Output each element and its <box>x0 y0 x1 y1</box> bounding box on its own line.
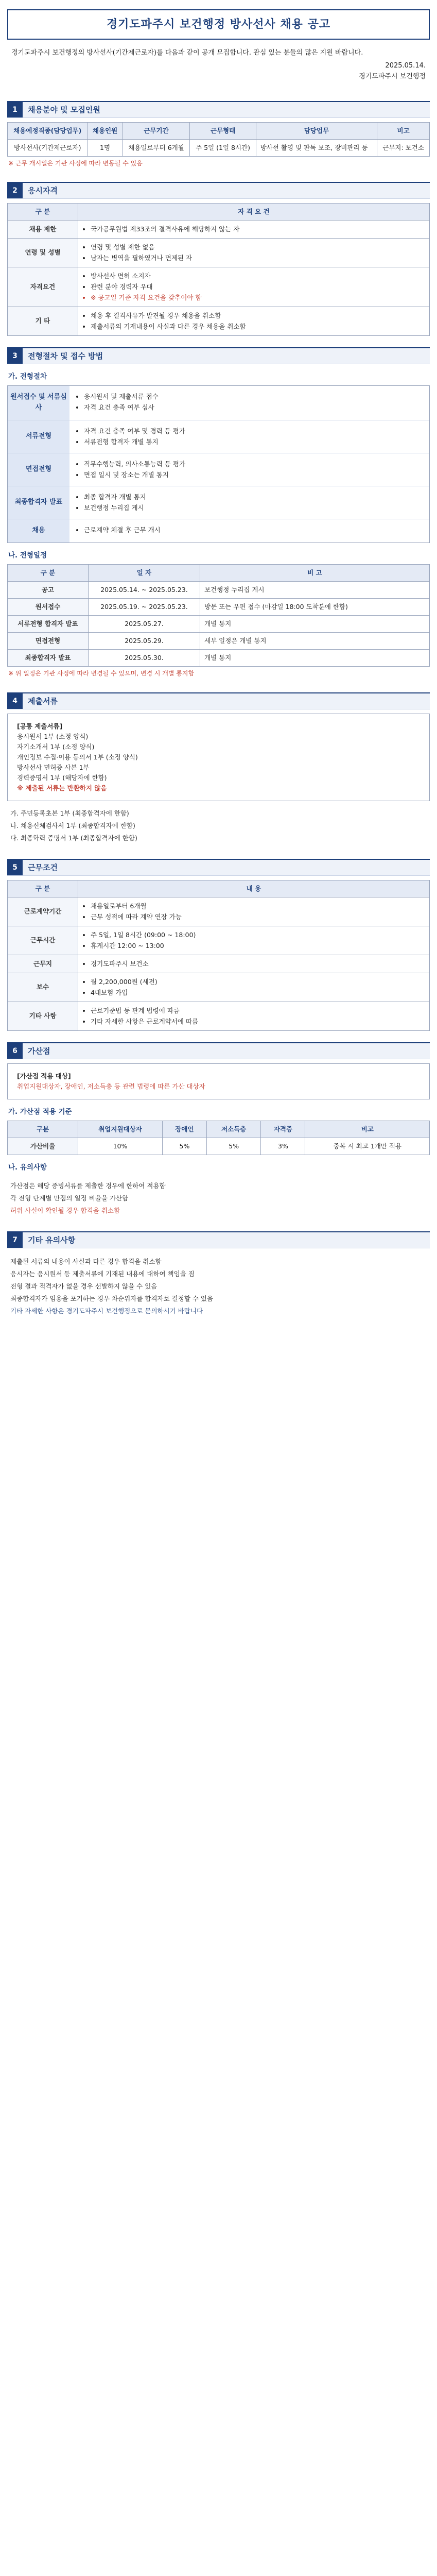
row-label: 원서접수 <box>8 599 89 616</box>
notice-org: 경기도파주시 보건행정 <box>359 72 426 80</box>
list-item: 다. 최종학력 증명서 1부 (최종합격자에 한함) <box>10 834 137 842</box>
list-item: • 근로기준법 등 관계 법령에 따름 <box>91 1006 425 1016</box>
list-item: • 국가공무원법 제33조의 결격사유에 해당하지 않는 자 <box>91 224 425 234</box>
flow-step <box>8 386 429 420</box>
subsection-title: 가. 가산점 적용 기준 <box>8 1107 72 1116</box>
table-header: 담당업무 <box>256 122 377 139</box>
conditions-table <box>7 880 430 1031</box>
table-row <box>8 633 430 650</box>
list-item: • 면접 일시 및 장소는 개별 통지 <box>84 470 423 480</box>
table-header: 채용인원 <box>88 122 123 139</box>
flow-step-label: 서류전형 <box>8 420 69 453</box>
table-row <box>8 582 430 599</box>
list-item: 기타 자세한 사항은 경기도파주시 보건행정으로 문의하시기 바랍니다 <box>10 1307 203 1315</box>
row-label: 공고 <box>8 582 89 599</box>
flow-step-label: 원서접수 및 서류심사 <box>8 386 69 420</box>
table-header: 일 자 <box>89 565 200 582</box>
footer-space <box>7 1320 430 1341</box>
section-title: 응시자격 <box>28 185 58 195</box>
table-header: 비고 <box>305 1121 430 1138</box>
section-1-header <box>7 101 430 118</box>
table-header: 근무형태 <box>190 122 256 139</box>
process-flow <box>7 385 430 543</box>
table-header-row <box>8 122 430 139</box>
box-line: [공통 제출서류] <box>17 722 63 730</box>
row-label: 면접전형 <box>8 633 89 650</box>
table-header: 비 고 <box>200 565 430 582</box>
table-cell: 10% <box>78 1138 163 1155</box>
flow-step-body <box>69 486 429 519</box>
box-line: 개인정보 수집·이용 동의서 1부 (소정 양식) <box>17 753 138 761</box>
table-cell <box>78 307 430 335</box>
table-cell: 보건행정 누리집 게시 <box>200 582 430 599</box>
list-item: 각 전형 단계별 만점의 일정 비율을 가산함 <box>10 1194 129 1202</box>
table-cell <box>78 955 430 973</box>
subsection-title: 가. 전형절차 <box>8 372 47 381</box>
intro-text: 경기도파주시 보건행정의 방사선사(기간제근로자)를 다음과 같이 공개 모집합니다. 관심 있는 분들의 많은 지원 바랍니다. <box>11 49 363 57</box>
bonus-box <box>7 1063 430 1099</box>
flow-step-label: 면접전형 <box>8 453 69 486</box>
section-6-header <box>7 1042 430 1059</box>
section-5-header <box>7 859 430 876</box>
list-item: • 월 2,200,000원 (세전) <box>91 977 425 987</box>
table-header-row <box>8 565 430 582</box>
table-cell <box>78 220 430 238</box>
bonus-notes <box>7 1177 430 1220</box>
list-item: 최종합격자가 임용을 포기하는 경우 차순위자를 합격자로 결정할 수 있음 <box>10 1294 214 1302</box>
row-label: 자격요건 <box>8 267 78 307</box>
section-4-header <box>7 692 430 709</box>
table-row <box>8 650 430 667</box>
table-row <box>8 139 430 156</box>
list-item: 응시자는 응시원서 등 제출서류에 기재된 내용에 대하여 책임을 짐 <box>10 1269 195 1278</box>
table-header: 장애인 <box>162 1121 206 1138</box>
row-label: 기타 사항 <box>8 1002 78 1030</box>
row-label: 채용 제한 <box>8 220 78 238</box>
qualification-table <box>7 203 430 336</box>
section-number: 7 <box>7 1232 23 1248</box>
list-item: • 직무수행능력, 의사소통능력 등 평가 <box>84 459 423 469</box>
list-item: • 남자는 병역을 필하였거나 면제된 자 <box>91 253 425 263</box>
box-line: 경력증명서 1부 (해당자에 한함) <box>17 773 107 782</box>
table-row <box>8 238 430 267</box>
row-label: 서류전형 합격자 발표 <box>8 616 89 633</box>
list-item: • 방사선사 면허 소지자 <box>91 271 425 281</box>
table-cell <box>78 897 430 926</box>
list-item: 가산점은 해당 증빙서류를 제출한 경우에 한하여 적용함 <box>10 1181 166 1190</box>
list-item: 허위 사실이 확인될 경우 합격을 취소함 <box>10 1206 120 1214</box>
section-number: 1 <box>7 102 23 117</box>
row-label: 근무지 <box>8 955 78 973</box>
list-item: • 근로계약 체결 후 근무 개시 <box>84 525 423 535</box>
row-label: 가산비율 <box>8 1138 78 1155</box>
section-note: ※ 근무 개시일은 기관 사정에 따라 변동될 수 있음 <box>8 159 143 167</box>
page <box>0 9 437 1341</box>
list-item: • 채용 후 결격사유가 발견될 경우 채용을 취소함 <box>91 311 425 321</box>
flow-step-label: 채용 <box>8 519 69 543</box>
table-row <box>8 267 430 307</box>
list-item: • 자격 요건 충족 여부 및 경력 등 평가 <box>84 426 423 436</box>
row-label: 연령 및 성별 <box>8 238 78 267</box>
list-item: • 채용일로부터 6개월 <box>91 901 425 911</box>
table-cell: 주 5일 (1일 8시간) <box>190 139 256 156</box>
table-cell: 5% <box>162 1138 206 1155</box>
table-header-row <box>8 880 430 897</box>
list-item: • 연령 및 성별 제한 없음 <box>91 242 425 252</box>
table-cell: 근무지: 보건소 <box>377 139 430 156</box>
row-label: 보수 <box>8 973 78 1002</box>
table-cell: 2025.05.19. ~ 2025.05.23. <box>89 599 200 616</box>
bonus-table <box>7 1121 430 1155</box>
box-line: 자기소개서 1부 (소정 양식) <box>17 742 95 751</box>
flow-step-body <box>69 453 429 486</box>
table-cell <box>78 1002 430 1030</box>
section-number: 4 <box>7 693 23 709</box>
list-item: • 경기도파주시 보건소 <box>91 959 425 969</box>
flow-step <box>8 420 429 453</box>
table-row <box>8 616 430 633</box>
box-line: 응시원서 1부 (소정 양식) <box>17 732 89 740</box>
table-cell: 개별 통지 <box>200 650 430 667</box>
section-number: 5 <box>7 860 23 875</box>
misc-notes <box>7 1252 430 1320</box>
table-header: 구 분 <box>8 880 78 897</box>
list-item: • 기타 자세한 사항은 근로계약서에 따름 <box>91 1016 425 1027</box>
table-cell: 방사선 촬영 및 판독 보조, 장비관리 등 <box>256 139 377 156</box>
section-title: 채용분야 및 모집인원 <box>28 105 100 114</box>
subsection-title: 나. 유의사항 <box>8 1163 47 1172</box>
table-header: 구 분 <box>8 565 89 582</box>
flow-step-body <box>69 386 429 420</box>
table-header: 저소득층 <box>206 1121 260 1138</box>
section-title: 근무조건 <box>28 862 58 872</box>
box-line: 취업지원대상자, 장애인, 저소득층 등 관련 법령에 따른 가산 대상자 <box>17 1082 205 1090</box>
table-header: 비고 <box>377 122 430 139</box>
table-header: 근무기간 <box>123 122 190 139</box>
table-cell <box>78 267 430 307</box>
table-cell: 세부 일정은 개별 통지 <box>200 633 430 650</box>
table-cell: 5% <box>206 1138 260 1155</box>
row-label: 기 타 <box>8 307 78 335</box>
list-item: 가. 주민등록초본 1부 (최종합격자에 한함) <box>10 809 129 817</box>
list-item: • 최종 합격자 개별 통지 <box>84 492 423 502</box>
section-title: 제출서류 <box>28 696 58 706</box>
table-cell <box>78 926 430 955</box>
table-row <box>8 220 430 238</box>
flow-step-body <box>69 420 429 453</box>
row-label: 최종합격자 발표 <box>8 650 89 667</box>
table-row <box>8 1138 430 1155</box>
table-row <box>8 973 430 1002</box>
subsection-title: 나. 전형일정 <box>8 551 47 560</box>
flow-step-body <box>69 519 429 543</box>
table-cell: 2025.05.27. <box>89 616 200 633</box>
notice-date: 2025.05.14. <box>385 61 426 70</box>
table-header: 자격증 <box>261 1121 305 1138</box>
flow-step-label: 최종합격자 발표 <box>8 486 69 519</box>
section-3-header <box>7 347 430 364</box>
table-header-row <box>8 1121 430 1138</box>
flow-step <box>8 453 429 486</box>
list-item: • 제출서류의 기재내용이 사실과 다른 경우 채용을 취소함 <box>91 321 425 332</box>
documents-box <box>7 714 430 801</box>
flow-step <box>8 486 429 519</box>
list-item: • 주 5일, 1일 8시간 (09:00 ~ 18:00) <box>91 930 425 940</box>
list-item: • 보건행정 누리집 게시 <box>84 503 423 513</box>
row-label: 근무시간 <box>8 926 78 955</box>
section-note: ※ 위 일정은 기관 사정에 따라 변경될 수 있으며, 변경 시 개별 통지함 <box>8 670 195 677</box>
table-cell <box>78 238 430 267</box>
list-item: • 4대보험 가입 <box>91 988 425 998</box>
table-header: 내 용 <box>78 880 430 897</box>
page-title: 경기도파주시 보건행정 방사선사 채용 공고 <box>7 9 430 40</box>
table-cell: 방사선사(기간제근로자) <box>8 139 88 156</box>
list-item: 나. 채용신체검사서 1부 (최종합격자에 한함) <box>10 821 135 829</box>
table-cell <box>78 973 430 1002</box>
table-row <box>8 955 430 973</box>
list-item: • 관련 분야 경력자 우대 <box>91 282 425 292</box>
list-item: • 휴게시간 12:00 ~ 13:00 <box>91 941 425 951</box>
table-cell: 방문 또는 우편 접수 (마감일 18:00 도착분에 한함) <box>200 599 430 616</box>
table-row <box>8 926 430 955</box>
table-cell: 개별 통지 <box>200 616 430 633</box>
section-title: 전형절차 및 접수 방법 <box>28 351 103 361</box>
table-cell: 2025.05.30. <box>89 650 200 667</box>
list-item: • 근무 성적에 따라 계약 연장 가능 <box>91 912 425 922</box>
list-item: • 서류전형 합격자 개별 통지 <box>84 437 423 447</box>
section-title: 가산점 <box>28 1046 50 1056</box>
row-label: 근로계약기간 <box>8 897 78 926</box>
table-row <box>8 897 430 926</box>
table-cell: 1명 <box>88 139 123 156</box>
table-header: 채용예정직종(담당업무) <box>8 122 88 139</box>
section-7-header <box>7 1231 430 1248</box>
list-item: 제출된 서류의 내용이 사실과 다른 경우 합격을 취소함 <box>10 1257 162 1265</box>
section-title: 기타 유의사항 <box>28 1235 76 1245</box>
table-row <box>8 1002 430 1030</box>
table-cell: 채용일로부터 6개월 <box>123 139 190 156</box>
list-item: • ※ 공고일 기준 자격 요건을 갖추어야 함 <box>91 293 425 303</box>
flow-step <box>8 519 429 543</box>
table-header: 자 격 요 건 <box>78 203 430 220</box>
table-header: 취업지원대상자 <box>78 1121 163 1138</box>
table-cell: 중복 시 최고 1개만 적용 <box>305 1138 430 1155</box>
table-header: 구분 <box>8 1121 78 1138</box>
section-2-header <box>7 182 430 199</box>
list-item: • 자격 요건 충족 여부 심사 <box>84 402 423 413</box>
schedule-table <box>7 564 430 667</box>
documents-list <box>7 804 430 848</box>
list-item: • 응시원서 및 제출서류 접수 <box>84 392 423 402</box>
table-header-row <box>8 203 430 220</box>
table-cell: 2025.05.29. <box>89 633 200 650</box>
section-number: 2 <box>7 183 23 198</box>
section-number: 6 <box>7 1043 23 1059</box>
section-number: 3 <box>7 348 23 364</box>
box-note: ※ 제출된 서류는 반환하지 않음 <box>17 784 107 792</box>
list-item: 전형 결과 적격자가 없을 경우 선발하지 않을 수 있음 <box>10 1282 158 1290</box>
table-header: 구 분 <box>8 203 78 220</box>
table-row <box>8 307 430 335</box>
table-row <box>8 599 430 616</box>
box-line: 방사선사 면허증 사본 1부 <box>17 763 90 771</box>
table-cell: 3% <box>261 1138 305 1155</box>
recruit-table <box>7 122 430 157</box>
box-line: [가산점 적용 대상] <box>17 1072 71 1080</box>
table-cell: 2025.05.14. ~ 2025.05.23. <box>89 582 200 599</box>
